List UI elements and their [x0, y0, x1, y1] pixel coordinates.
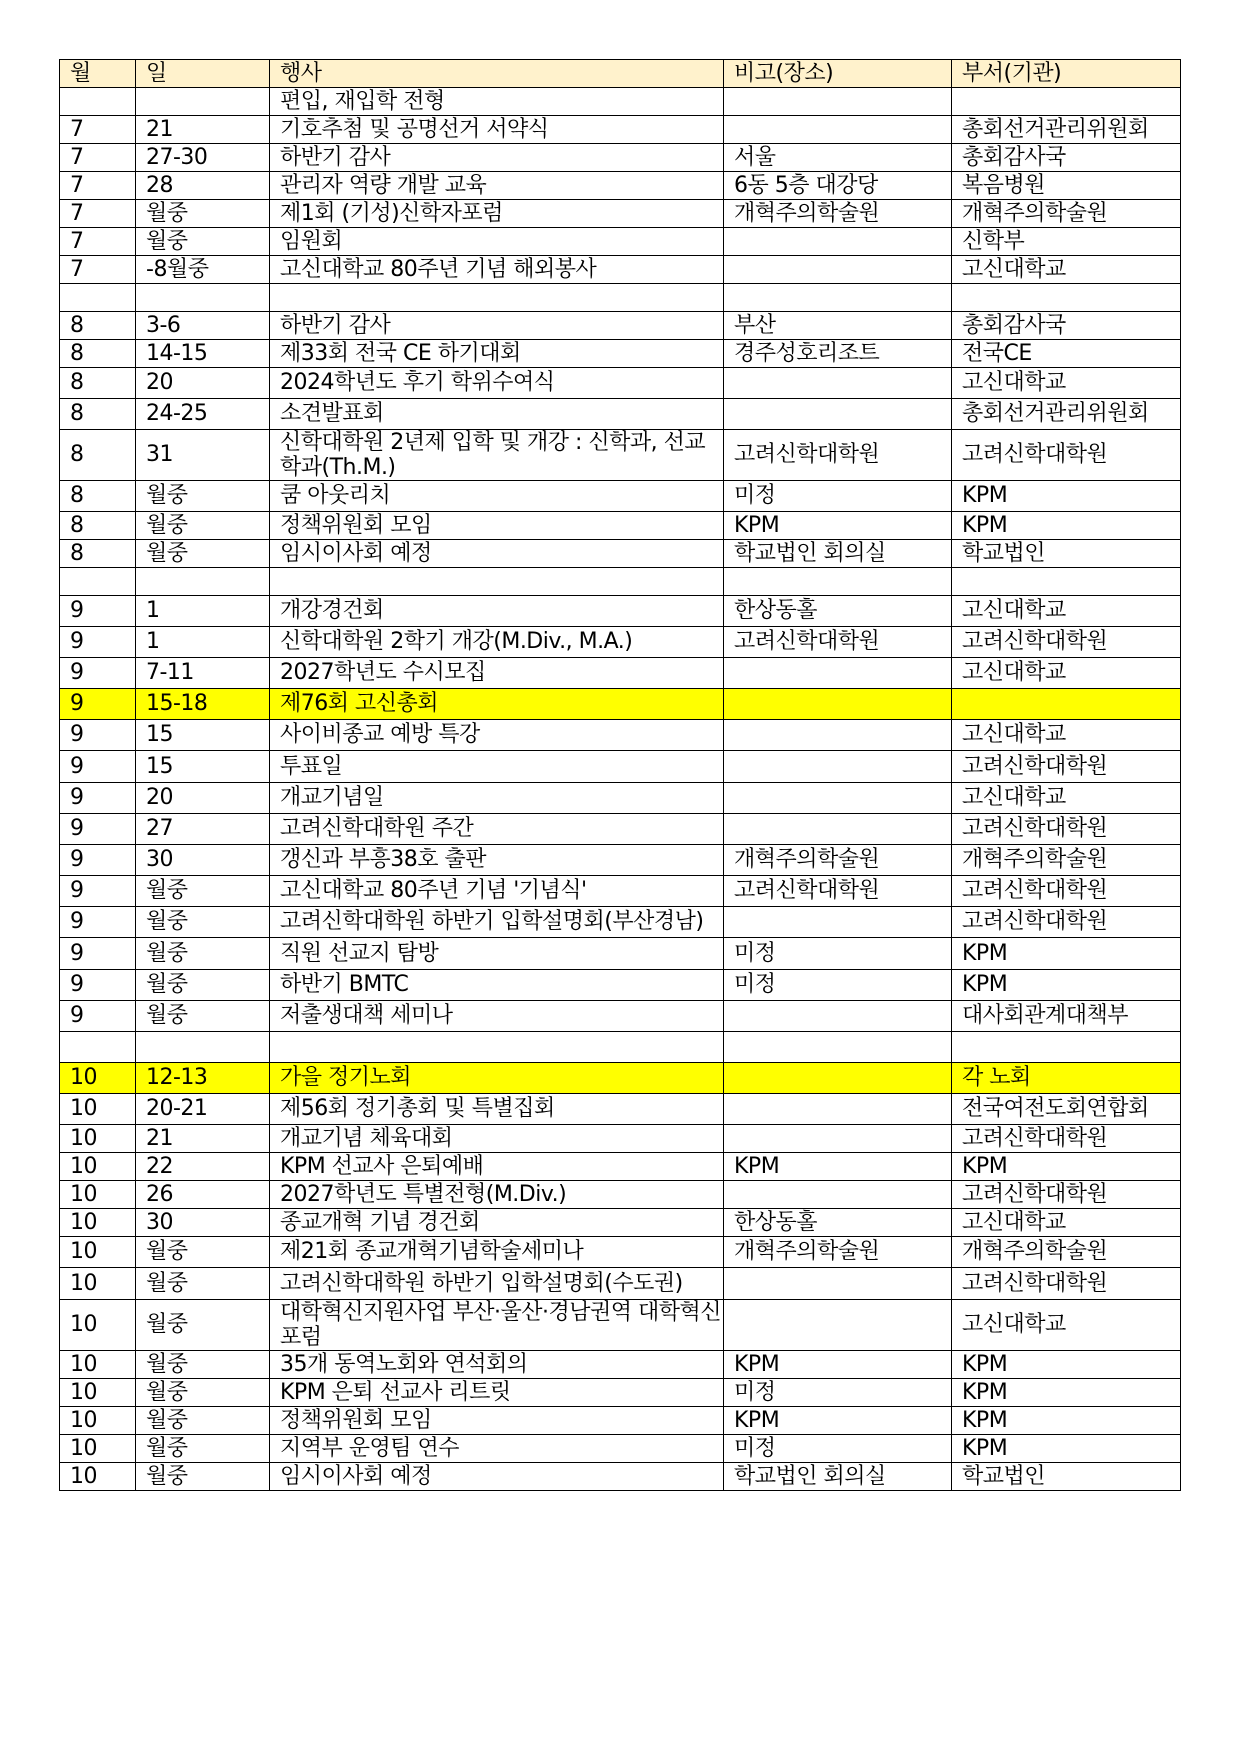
cell-event: 임시이사회 예정 — [270, 540, 724, 568]
cell-day: 15 — [136, 720, 270, 751]
table-row — [60, 1435, 1181, 1463]
cell-month: 7 — [60, 172, 136, 200]
cell-month: 9 — [60, 751, 136, 783]
cell-event: 기호추첨 및 공명선거 서약식 — [270, 116, 724, 144]
table-row — [60, 1063, 1181, 1094]
cell-day: 15-18 — [136, 689, 270, 720]
cell-month: 8 — [60, 312, 136, 340]
cell-day: 월중 — [136, 1001, 270, 1032]
table-row — [60, 144, 1181, 172]
cell-month: 10 — [60, 1268, 136, 1300]
cell-day — [136, 568, 270, 596]
header-event: 행사 — [270, 60, 724, 88]
schedule-table — [59, 59, 1181, 1491]
table-row — [60, 1300, 1181, 1351]
cell-dept — [952, 284, 1181, 312]
cell-day: 27 — [136, 814, 270, 845]
header-row — [60, 60, 1181, 88]
table-row — [60, 907, 1181, 938]
table-row — [60, 658, 1181, 689]
cell-day: 월중 — [136, 1407, 270, 1435]
cell-note: 고려신학대학원 — [724, 430, 952, 481]
cell-dept: 고신대학교 — [952, 368, 1181, 399]
cell-note: 경주성호리조트 — [724, 340, 952, 368]
table-row — [60, 312, 1181, 340]
cell-dept: 총회감사국 — [952, 312, 1181, 340]
cell-month: 7 — [60, 228, 136, 256]
cell-event: KPM 선교사 은퇴예배 — [270, 1153, 724, 1181]
table-row — [60, 627, 1181, 658]
cell-note: 개혁주의학술원 — [724, 845, 952, 876]
cell-event: 개교기념일 — [270, 783, 724, 814]
cell-event: 고려신학대학원 하반기 입학설명회(부산경남) — [270, 907, 724, 938]
cell-dept — [952, 568, 1181, 596]
cell-day: 월중 — [136, 907, 270, 938]
cell-event — [270, 568, 724, 596]
cell-note — [724, 658, 952, 689]
cell-day: 월중 — [136, 1435, 270, 1463]
cell-day: 월중 — [136, 228, 270, 256]
table-row — [60, 340, 1181, 368]
cell-day — [136, 284, 270, 312]
cell-month: 10 — [60, 1300, 136, 1351]
cell-event: 종교개혁 기념 경건회 — [270, 1209, 724, 1237]
cell-note — [724, 1268, 952, 1300]
cell-day: 31 — [136, 430, 270, 481]
table-row — [60, 938, 1181, 970]
cell-dept — [952, 689, 1181, 720]
cell-event: 가을 정기노회 — [270, 1063, 724, 1094]
table-row — [60, 1153, 1181, 1181]
cell-day: 월중 — [136, 1463, 270, 1491]
cell-note: 고려신학대학원 — [724, 627, 952, 658]
table-row — [60, 1125, 1181, 1153]
cell-day: 월중 — [136, 970, 270, 1001]
cell-note — [724, 256, 952, 284]
cell-month: 10 — [60, 1463, 136, 1491]
table-row — [60, 689, 1181, 720]
cell-note: 학교법인 회의실 — [724, 1463, 952, 1491]
table-row — [60, 720, 1181, 751]
cell-month: 10 — [60, 1407, 136, 1435]
table-row — [60, 172, 1181, 200]
cell-dept: KPM — [952, 1407, 1181, 1435]
cell-day: 1 — [136, 627, 270, 658]
table-row — [60, 228, 1181, 256]
cell-event: 하반기 BMTC — [270, 970, 724, 1001]
cell-dept: 고신대학교 — [952, 256, 1181, 284]
cell-day: 월중 — [136, 1300, 270, 1351]
cell-event: 제1회 (기성)신학자포럼 — [270, 200, 724, 228]
cell-day: 21 — [136, 116, 270, 144]
table-row — [60, 512, 1181, 540]
cell-event: 대학혁신지원사업 부산·울산·경남권역 대학혁신 포럼 — [270, 1300, 724, 1351]
cell-dept: 고신대학교 — [952, 596, 1181, 627]
cell-event: 사이비종교 예방 특강 — [270, 720, 724, 751]
cell-dept: 전국CE — [952, 340, 1181, 368]
cell-note: 미정 — [724, 938, 952, 970]
cell-month: 9 — [60, 845, 136, 876]
cell-note — [724, 783, 952, 814]
cell-note — [724, 228, 952, 256]
cell-dept: 고려신학대학원 — [952, 1181, 1181, 1209]
cell-day: 26 — [136, 1181, 270, 1209]
cell-day: 14-15 — [136, 340, 270, 368]
cell-note: KPM — [724, 1153, 952, 1181]
cell-note: 고려신학대학원 — [724, 876, 952, 907]
cell-event: 고려신학대학원 주간 — [270, 814, 724, 845]
cell-month: 9 — [60, 627, 136, 658]
cell-event: 정책위원회 모임 — [270, 1407, 724, 1435]
cell-month: 10 — [60, 1153, 136, 1181]
table-row — [60, 481, 1181, 512]
schedule-body — [60, 60, 1181, 1491]
cell-event: 2027학년도 특별전형(M.Div.) — [270, 1181, 724, 1209]
cell-month: 8 — [60, 340, 136, 368]
cell-month: 8 — [60, 512, 136, 540]
table-row — [60, 783, 1181, 814]
table-row — [60, 368, 1181, 399]
table-row — [60, 876, 1181, 907]
cell-note: 미정 — [724, 1435, 952, 1463]
cell-month: 9 — [60, 970, 136, 1001]
cell-event: 2027학년도 수시모집 — [270, 658, 724, 689]
cell-month — [60, 1032, 136, 1063]
cell-month: 9 — [60, 938, 136, 970]
cell-dept: 고려신학대학원 — [952, 430, 1181, 481]
table-row — [60, 845, 1181, 876]
header-month: 월 — [60, 60, 136, 88]
cell-day: 30 — [136, 845, 270, 876]
table-row — [60, 1463, 1181, 1491]
cell-month: 10 — [60, 1379, 136, 1407]
cell-note — [724, 907, 952, 938]
cell-note — [724, 1001, 952, 1032]
cell-day: 월중 — [136, 876, 270, 907]
cell-event: 신학대학원 2학기 개강(M.Div., M.A.) — [270, 627, 724, 658]
cell-day: 월중 — [136, 938, 270, 970]
table-row — [60, 256, 1181, 284]
cell-month: 9 — [60, 814, 136, 845]
table-row — [60, 88, 1181, 116]
cell-dept: 고려신학대학원 — [952, 1125, 1181, 1153]
cell-day: 1 — [136, 596, 270, 627]
cell-dept: 학교법인 — [952, 540, 1181, 568]
cell-event: 임원회 — [270, 228, 724, 256]
cell-event: 개강경건회 — [270, 596, 724, 627]
cell-month: 8 — [60, 430, 136, 481]
header-dept: 부서(기관) — [952, 60, 1181, 88]
cell-event: 하반기 감사 — [270, 144, 724, 172]
cell-dept: 복음병원 — [952, 172, 1181, 200]
cell-note — [724, 116, 952, 144]
cell-event: 소견발표회 — [270, 399, 724, 430]
table-row — [60, 1351, 1181, 1379]
cell-dept: KPM — [952, 1379, 1181, 1407]
cell-day: 월중 — [136, 540, 270, 568]
cell-month: 8 — [60, 481, 136, 512]
cell-note — [724, 720, 952, 751]
cell-month: 7 — [60, 200, 136, 228]
cell-day: 3-6 — [136, 312, 270, 340]
cell-note — [724, 814, 952, 845]
cell-event: 고신대학교 80주년 기념 '기념식' — [270, 876, 724, 907]
cell-month — [60, 284, 136, 312]
cell-note: KPM — [724, 1407, 952, 1435]
cell-month: 9 — [60, 783, 136, 814]
cell-day: 월중 — [136, 481, 270, 512]
cell-dept: 고신대학교 — [952, 720, 1181, 751]
cell-dept — [952, 88, 1181, 116]
cell-day: 24-25 — [136, 399, 270, 430]
table-row — [60, 430, 1181, 481]
table-row — [60, 814, 1181, 845]
cell-month: 10 — [60, 1181, 136, 1209]
cell-dept: 고려신학대학원 — [952, 751, 1181, 783]
cell-note — [724, 751, 952, 783]
cell-dept: 총회선거관리위원회 — [952, 399, 1181, 430]
cell-day: 27-30 — [136, 144, 270, 172]
cell-month: 10 — [60, 1209, 136, 1237]
cell-dept: 고신대학교 — [952, 1300, 1181, 1351]
cell-day: 20-21 — [136, 1094, 270, 1125]
cell-dept: 총회감사국 — [952, 144, 1181, 172]
cell-event: 저출생대책 세미나 — [270, 1001, 724, 1032]
cell-day: 12-13 — [136, 1063, 270, 1094]
header-day: 일 — [136, 60, 270, 88]
cell-dept: 고려신학대학원 — [952, 814, 1181, 845]
cell-event: 투표일 — [270, 751, 724, 783]
cell-note — [724, 1032, 952, 1063]
cell-day: 7-11 — [136, 658, 270, 689]
cell-event: 편입, 재입학 전형 — [270, 88, 724, 116]
cell-dept: KPM — [952, 512, 1181, 540]
cell-month: 10 — [60, 1435, 136, 1463]
cell-dept: 고려신학대학원 — [952, 907, 1181, 938]
cell-day — [136, 88, 270, 116]
cell-event: 제21회 종교개혁기념학술세미나 — [270, 1237, 724, 1268]
cell-note: 한상동홀 — [724, 1209, 952, 1237]
cell-month: 9 — [60, 658, 136, 689]
cell-note: KPM — [724, 512, 952, 540]
cell-event: 관리자 역량 개발 교육 — [270, 172, 724, 200]
cell-event: 제76회 고신총회 — [270, 689, 724, 720]
cell-event: 직원 선교지 탐방 — [270, 938, 724, 970]
cell-dept: 전국여전도회연합회 — [952, 1094, 1181, 1125]
cell-month: 7 — [60, 144, 136, 172]
cell-dept: 개혁주의학술원 — [952, 1237, 1181, 1268]
cell-event: 고려신학대학원 하반기 입학설명회(수도권) — [270, 1268, 724, 1300]
cell-day: 20 — [136, 783, 270, 814]
cell-event: 35개 동역노회와 연석회의 — [270, 1351, 724, 1379]
table-row — [60, 596, 1181, 627]
cell-month: 8 — [60, 540, 136, 568]
cell-note — [724, 1300, 952, 1351]
cell-note — [724, 284, 952, 312]
cell-dept: 대사회관계대책부 — [952, 1001, 1181, 1032]
table-row — [60, 568, 1181, 596]
cell-event: 지역부 운영팀 연수 — [270, 1435, 724, 1463]
cell-note: 개혁주의학술원 — [724, 1237, 952, 1268]
cell-dept: KPM — [952, 970, 1181, 1001]
table-row — [60, 970, 1181, 1001]
cell-month: 7 — [60, 256, 136, 284]
cell-event: 제33회 전국 CE 하기대회 — [270, 340, 724, 368]
cell-day: 월중 — [136, 1237, 270, 1268]
cell-day: 월중 — [136, 512, 270, 540]
cell-event: 갱신과 부흥38호 출판 — [270, 845, 724, 876]
cell-note: 부산 — [724, 312, 952, 340]
cell-event — [270, 1032, 724, 1063]
cell-dept: 신학부 — [952, 228, 1181, 256]
cell-month: 10 — [60, 1125, 136, 1153]
cell-month: 8 — [60, 368, 136, 399]
cell-month: 9 — [60, 1001, 136, 1032]
cell-event: 개교기념 체육대회 — [270, 1125, 724, 1153]
cell-note: KPM — [724, 1351, 952, 1379]
cell-month: 9 — [60, 907, 136, 938]
cell-month: 9 — [60, 596, 136, 627]
cell-note — [724, 1094, 952, 1125]
cell-dept: 고신대학교 — [952, 658, 1181, 689]
header-note: 비고(장소) — [724, 60, 952, 88]
table-row — [60, 751, 1181, 783]
cell-dept: 개혁주의학술원 — [952, 845, 1181, 876]
table-row — [60, 200, 1181, 228]
table-row — [60, 1407, 1181, 1435]
cell-event: 고신대학교 80주년 기념 해외봉사 — [270, 256, 724, 284]
cell-day: -8월중 — [136, 256, 270, 284]
cell-note — [724, 1125, 952, 1153]
cell-note — [724, 399, 952, 430]
cell-month — [60, 568, 136, 596]
cell-event: 제56회 정기총회 및 특별집회 — [270, 1094, 724, 1125]
cell-dept: 고려신학대학원 — [952, 876, 1181, 907]
cell-event: 2024학년도 후기 학위수여식 — [270, 368, 724, 399]
cell-dept: KPM — [952, 1435, 1181, 1463]
cell-month: 10 — [60, 1063, 136, 1094]
table-row — [60, 1209, 1181, 1237]
cell-dept: 총회선거관리위원회 — [952, 116, 1181, 144]
cell-month: 10 — [60, 1351, 136, 1379]
cell-day: 월중 — [136, 200, 270, 228]
cell-dept: 고신대학교 — [952, 783, 1181, 814]
cell-note — [724, 1063, 952, 1094]
table-row — [60, 116, 1181, 144]
table-row — [60, 1237, 1181, 1268]
cell-event: 임시이사회 예정 — [270, 1463, 724, 1491]
cell-day: 28 — [136, 172, 270, 200]
cell-day: 15 — [136, 751, 270, 783]
table-row — [60, 1268, 1181, 1300]
cell-month: 8 — [60, 399, 136, 430]
cell-event: KPM 은퇴 선교사 리트릿 — [270, 1379, 724, 1407]
cell-note: 미정 — [724, 1379, 952, 1407]
cell-dept: 학교법인 — [952, 1463, 1181, 1491]
cell-day: 월중 — [136, 1268, 270, 1300]
cell-note: 미정 — [724, 970, 952, 1001]
cell-note — [724, 568, 952, 596]
cell-note: 서울 — [724, 144, 952, 172]
cell-dept: KPM — [952, 1351, 1181, 1379]
cell-note — [724, 1181, 952, 1209]
cell-note — [724, 368, 952, 399]
table-row — [60, 1379, 1181, 1407]
cell-dept: 각 노회 — [952, 1063, 1181, 1094]
cell-note — [724, 689, 952, 720]
table-row — [60, 1032, 1181, 1063]
cell-month — [60, 88, 136, 116]
cell-day: 30 — [136, 1209, 270, 1237]
cell-day: 월중 — [136, 1379, 270, 1407]
cell-dept — [952, 1032, 1181, 1063]
table-row — [60, 284, 1181, 312]
cell-month: 10 — [60, 1237, 136, 1268]
table-row — [60, 1001, 1181, 1032]
cell-dept: 고려신학대학원 — [952, 627, 1181, 658]
cell-dept: KPM — [952, 481, 1181, 512]
table-row — [60, 540, 1181, 568]
cell-event: 쿰 아웃리치 — [270, 481, 724, 512]
cell-note — [724, 88, 952, 116]
cell-day: 21 — [136, 1125, 270, 1153]
cell-dept: 개혁주의학술원 — [952, 200, 1181, 228]
cell-note: 6동 5층 대강당 — [724, 172, 952, 200]
cell-day: 20 — [136, 368, 270, 399]
cell-month: 7 — [60, 116, 136, 144]
cell-month: 9 — [60, 689, 136, 720]
cell-dept: 고신대학교 — [952, 1209, 1181, 1237]
cell-day: 22 — [136, 1153, 270, 1181]
cell-dept: KPM — [952, 1153, 1181, 1181]
cell-dept: 고려신학대학원 — [952, 1268, 1181, 1300]
cell-dept: KPM — [952, 938, 1181, 970]
cell-event: 하반기 감사 — [270, 312, 724, 340]
cell-note: 미정 — [724, 481, 952, 512]
cell-day: 월중 — [136, 1351, 270, 1379]
cell-event: 정책위원회 모임 — [270, 512, 724, 540]
cell-day — [136, 1032, 270, 1063]
cell-note: 학교법인 회의실 — [724, 540, 952, 568]
cell-month: 9 — [60, 720, 136, 751]
table-row — [60, 1181, 1181, 1209]
cell-note: 한상동홀 — [724, 596, 952, 627]
cell-event — [270, 284, 724, 312]
cell-note: 개혁주의학술원 — [724, 200, 952, 228]
cell-month: 9 — [60, 876, 136, 907]
cell-event: 신학대학원 2년제 입학 및 개강 : 신학과, 선교학과(Th.M.) — [270, 430, 724, 481]
table-row — [60, 1094, 1181, 1125]
cell-month: 10 — [60, 1094, 136, 1125]
table-row — [60, 399, 1181, 430]
